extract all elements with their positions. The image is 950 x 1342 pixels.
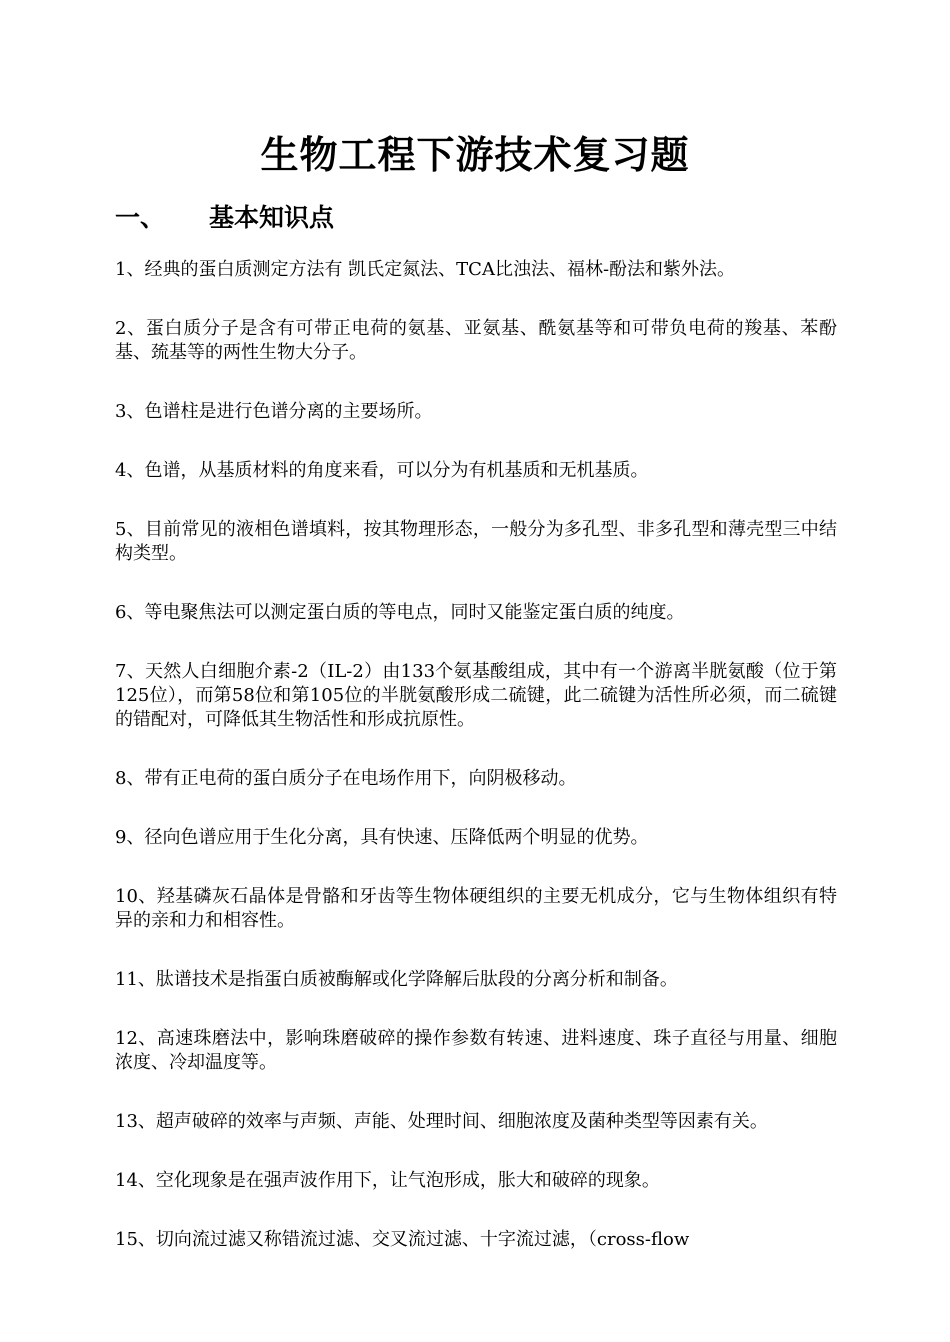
section-number: 一、 [115, 203, 166, 232]
document-title: 生物工程下游技术复习题 [260, 132, 690, 177]
question-item-6: 6、等电聚焦法可以测定蛋白质的等电点，同时又能鉴定蛋白质的纯度。 [115, 602, 685, 623]
question-list [115, 258, 837, 1287]
question-item-7: 7、天然人白细胞介素-2（IL-2）由133个氨基酸组成，其中有一个游离半胱氨酸（位于第125位），而第58位和第105位的半胱氨酸形成二硫键，此二硫键为活性所必须，而二硫键的错配对，可降低其生物活性和形成抗原性。 [115, 661, 837, 730]
question-item-15: 15、切向流过滤又称错流过滤、交叉流过滤、十字流过滤，（cross-flow [115, 1229, 690, 1250]
section-heading [115, 198, 334, 238]
question-item-4: 4、色谱，从基质材料的角度来看，可以分为有机基质和无机基质。 [115, 460, 649, 481]
question-item-11: 11、肽谱技术是指蛋白质被酶解或化学降解后肽段的分离分析和制备。 [115, 969, 678, 990]
question-item-3: 3、色谱柱是进行色谱分离的主要场所。 [115, 401, 433, 422]
question-item-9: 9、径向色谱应用于生化分离，具有快速、压降低两个明显的优势。 [115, 827, 649, 848]
question-item-13: 13、超声破碎的效率与声频、声能、处理时间、细胞浓度及菌种类型等因素有关。 [115, 1111, 768, 1132]
question-item-5: 5、目前常见的液相色谱填料，按其物理形态，一般分为多孔型、非多孔型和薄壳型三中结构类型。 [115, 519, 837, 564]
section-title: 基本知识点 [209, 203, 335, 232]
question-item-10: 10、羟基磷灰石晶体是骨骼和牙齿等生物体硬组织的主要无机成分，它与生物体组织有特异的亲和力和相容性。 [115, 886, 837, 931]
question-item-14: 14、空化现象是在强声波作用下，让气泡形成，胀大和破碎的现象。 [115, 1170, 660, 1191]
question-item-2: 2、蛋白质分子是含有可带正电荷的氨基、亚氨基、酰氨基等和可带负电荷的羧基、苯酚基、巯基等的两性生物大分子。 [115, 318, 837, 363]
question-item-8: 8、带有正电荷的蛋白质分子在电场作用下，向阴极移动。 [115, 768, 577, 789]
question-item-1: 1、经典的蛋白质测定方法有 凯氏定氮法、TCA比浊法、福林-酚法和紫外法。 [115, 259, 736, 280]
question-item-12: 12、高速珠磨法中，影响珠磨破碎的操作参数有转速、进料速度、珠子直径与用量、细胞浓度、冷却温度等。 [115, 1028, 837, 1073]
